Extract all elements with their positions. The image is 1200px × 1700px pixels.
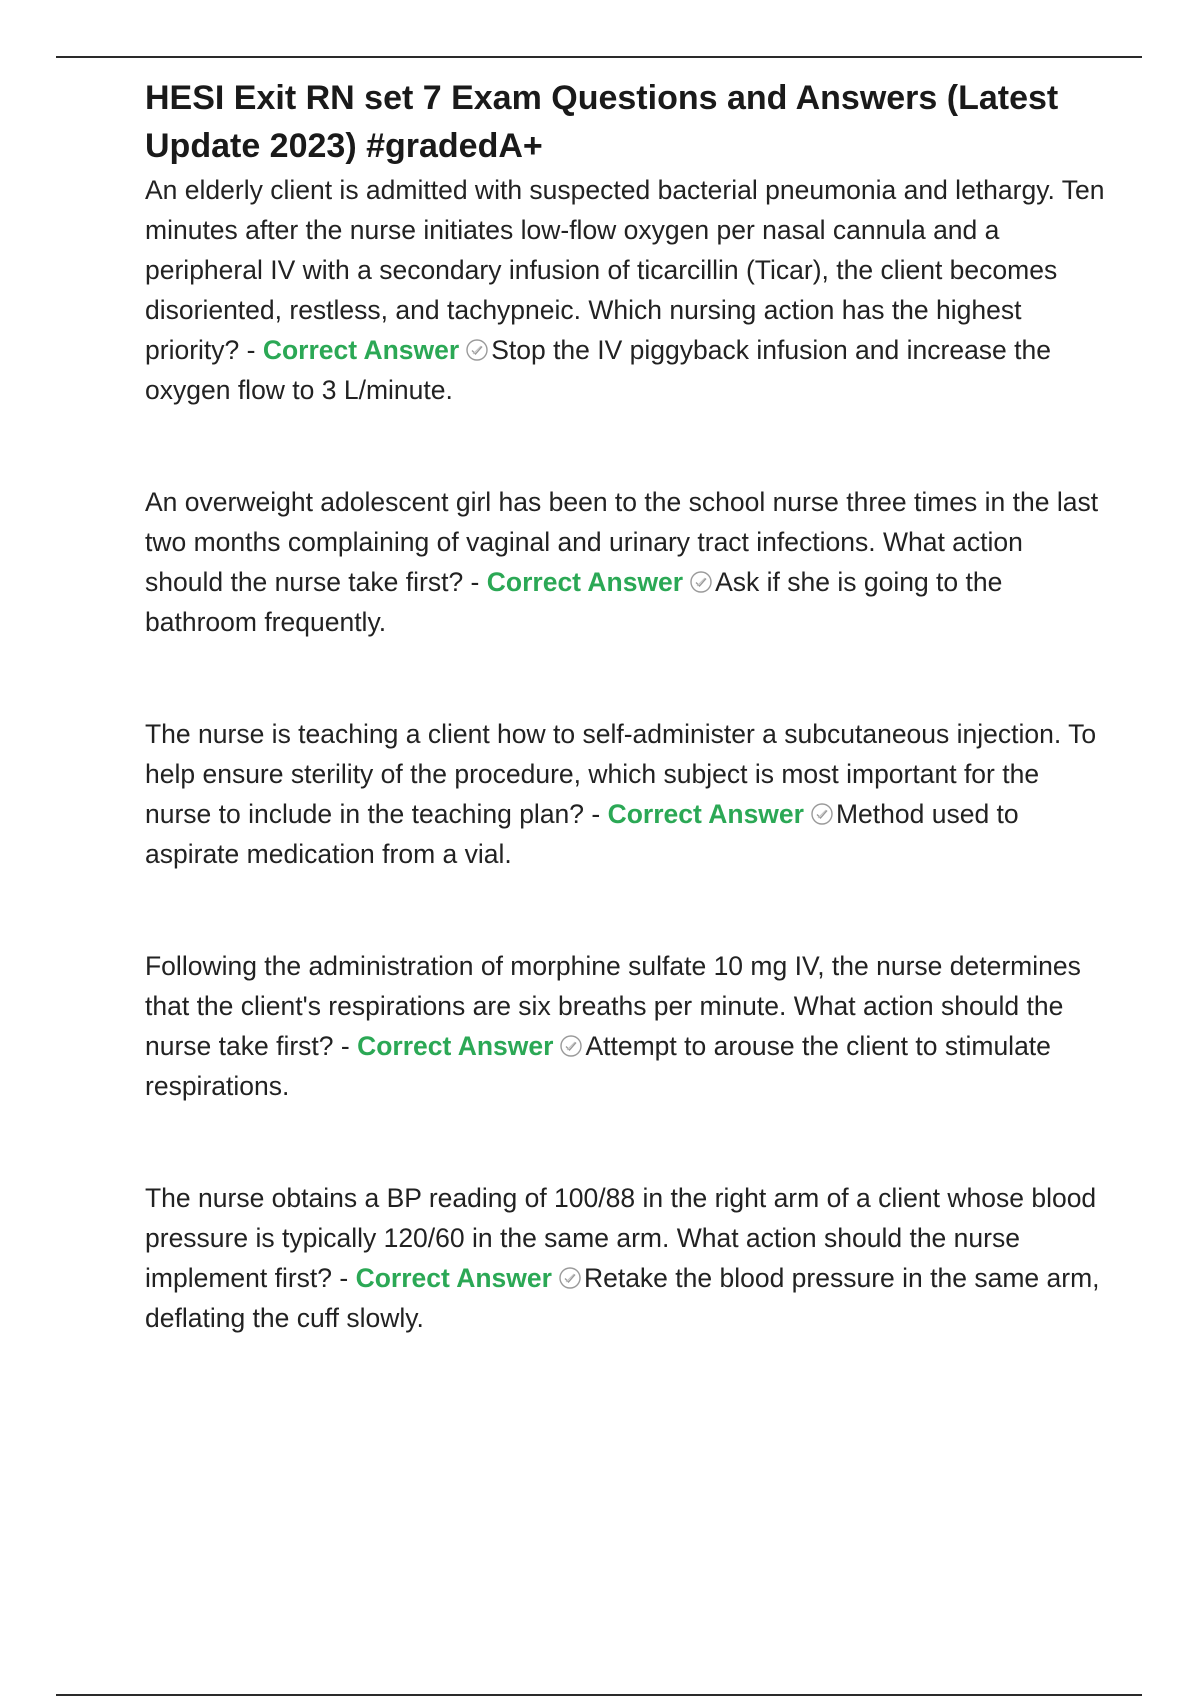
question-text: An overweight adolescent girl has been to the school nurse three times in the last two months complaining of vaginal and urinary tract infections. What action should the nurse take first?: [145, 487, 1099, 597]
correct-answer-label: Correct Answer: [262, 335, 460, 365]
qa-item: [145, 1178, 1105, 1338]
check-circle-icon: [465, 338, 489, 362]
top-divider: [56, 56, 1142, 58]
document-body: [145, 74, 1105, 1338]
document-title: HESI Exit RN set 7 Exam Questions and Answers (Latest Update 2023) #gradedA+: [145, 79, 1059, 165]
question-text: An elderly client is admitted with suspected bacterial pneumonia and lethargy. Ten minutes after the nurse initiates low-flow oxygen per nasal cannula and a peripheral IV with a secondary infusion of ticarcillin (Ticar), the client becomes disoriented, restless, and tachypneic. Which nursing action has the highest priority?: [145, 175, 1105, 365]
correct-answer-label: Correct Answer: [357, 1031, 554, 1061]
answer-text: Attempt to arouse the client to stimulate respirations.: [145, 1031, 1051, 1101]
answer-text: Stop the IV piggyback infusion and increase the oxygen flow to 3 L/minute.: [145, 335, 1051, 405]
question-text: The nurse is teaching a client how to self-administer a subcutaneous injection. To help ensure sterility of the procedure, which subject is most important for the nurse to include in the teaching plan?: [145, 719, 1097, 829]
qa-item: [145, 482, 1105, 642]
answer-separator: -: [332, 1263, 356, 1293]
answer-separator: -: [239, 335, 263, 365]
answer-text: Ask if she is going to the bathroom frequently.: [145, 567, 1003, 637]
answer-separator: -: [584, 799, 608, 829]
answer-separator: -: [463, 567, 487, 597]
correct-answer-label: Correct Answer: [486, 567, 684, 597]
correct-answer-label: Correct Answer: [355, 1263, 552, 1293]
correct-answer-label: Correct Answer: [607, 799, 804, 829]
question-text: The nurse obtains a BP reading of 100/88 in the right arm of a client whose blood pressure is typically 120/60 in the same arm. What action should the nurse implement first?: [145, 1183, 1097, 1293]
answer-separator: -: [333, 1031, 358, 1061]
qa-item: [145, 714, 1105, 874]
check-circle-icon: [689, 570, 713, 594]
check-circle-icon: [558, 1266, 582, 1290]
qa-item: [145, 170, 1105, 410]
qa-item: [145, 946, 1105, 1106]
question-text: Following the administration of morphine sulfate 10 mg IV, the nurse determines that the client's respirations are six breaths per minute. What action should the nurse take first?: [145, 951, 1081, 1061]
check-circle-icon: [810, 802, 834, 826]
answer-text: Retake the blood pressure in the same arm, deflating the cuff slowly.: [145, 1263, 1100, 1333]
bottom-divider: [56, 1694, 1142, 1696]
answer-text: Method used to aspirate medication from a vial.: [145, 799, 1019, 869]
check-circle-icon: [559, 1034, 583, 1058]
